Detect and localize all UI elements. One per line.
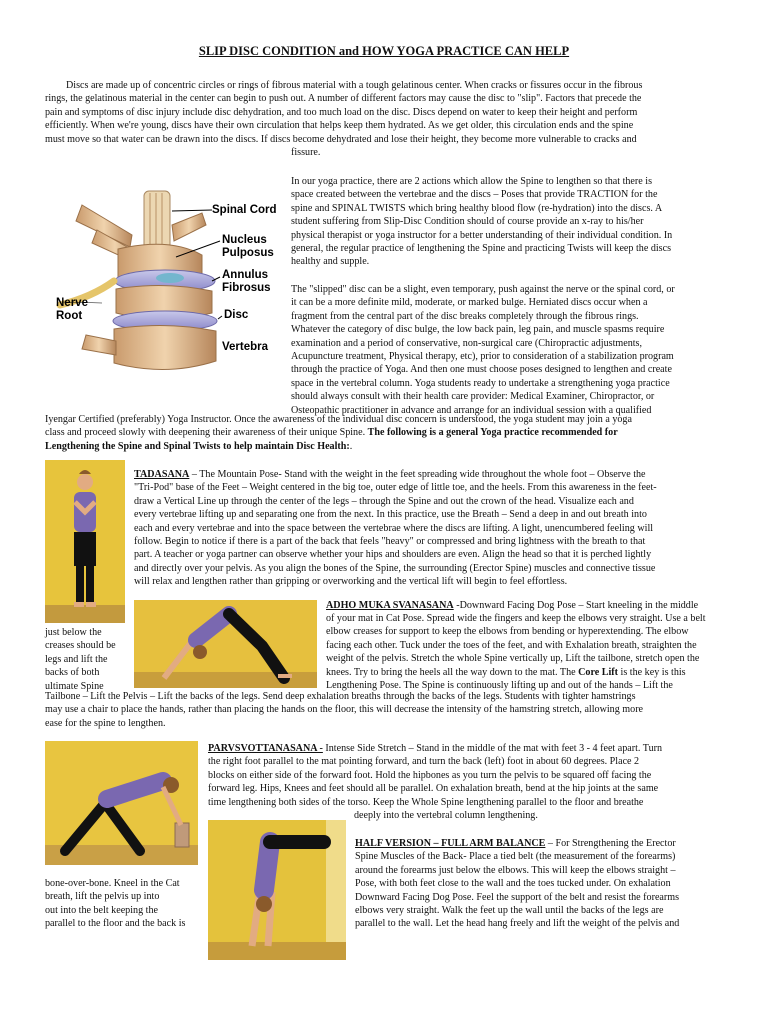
label-root: Root — [56, 310, 83, 322]
tadasana-line: part. A teacher or yoga partner can observe whether your hips and shoulders are even. Align the head so that it is perched lightly — [134, 549, 652, 561]
label-disc: Disc — [224, 309, 249, 321]
half-left-line: bone-over-bone. Kneel in the Cat — [45, 878, 180, 889]
tadasana-line: follow. Begin to notice if there is a part of the back that feels "heavy" or compressed and bring lightness with the breath to that — [134, 536, 646, 548]
adho-line: weight of the pelvis. Stretch the whole Spine vertically up, Lift the tailbone, stretch open the — [326, 653, 700, 665]
tadasana-line: draw a Vertical Line up through the center of the legs – through the Spine and out the crown of the head. Visualize each and — [134, 495, 634, 507]
adho-line — [326, 599, 715, 612]
adho-full-line: Tailbone – Lift the Pelvis – Lift the backs of the legs. Send deep exhalation breaths through the backs of the legs. Students with tighter hamstrings — [45, 691, 636, 702]
downward-dog-image — [134, 600, 317, 688]
half-heading: HALF VERSION – FULL ARM BALANCE — [355, 838, 546, 849]
tadasana-heading: TADASANA — [134, 469, 190, 480]
adho-full-line: ease for the spine to lengthen. — [45, 717, 166, 729]
slipped-line: should always consult with their health care provider: Medical Examiner, Chiropractor, or — [291, 391, 655, 403]
parsvo-paragraph — [208, 742, 715, 822]
slipped-text: . — [349, 440, 353, 452]
downward-dog-photo — [134, 600, 317, 688]
intro-line: fissure. — [291, 147, 321, 159]
half-line: Spine Muscles of the Back- Place a tied belt (the measurement of the forearms) — [355, 851, 676, 863]
label-spinal-cord: Spinal Cord — [212, 204, 277, 216]
label-nerve: Nerve — [56, 297, 88, 309]
half-line: around the forearms just below the elbows. This will keep the elbows straight – — [355, 864, 676, 876]
adho-left-line: ultimate Spine — [45, 680, 104, 692]
tadasana-paragraph — [134, 468, 714, 589]
label-nucleus: Nucleus — [222, 234, 267, 246]
adho-left-line: backs of both — [45, 667, 100, 679]
adho-line: elbow creases for support to keep the elbows from bending or hyperextending. The elbow — [326, 626, 689, 638]
tadasana-line — [134, 468, 714, 481]
adho-text: -Downward Facing Dog Pose – Start kneeling in the middle — [453, 600, 699, 611]
intense-side-stretch-image — [45, 741, 198, 865]
half-line: parallel to the wall. Let the head hang freely and lift the weight of the pelvis and — [355, 918, 680, 930]
slipped-line: examination and a period of conservative, non-surgical care (Chiropractic adjustments, — [291, 337, 643, 349]
adho-line — [326, 666, 715, 679]
parsvo-line: forward leg. Hips, Knees and feet should all be parallel. On exhalation breath, bend at the hip joints at the same — [208, 783, 659, 795]
slipped-full-line — [45, 426, 716, 439]
core-lift-term: Core Lift — [578, 666, 619, 678]
adho-left-line: just below the — [45, 627, 102, 638]
adho-paragraph-body — [326, 612, 715, 692]
tadasana-line: each and every vertebrae and into the space between the vertebrae where the discs are lifting. A light, unencumbered feeling will — [134, 522, 654, 534]
tadasana-line: every vertebrae lifting up and separating one from the next. In this practice, use the Breath – Send a deep in and out breath into — [134, 509, 647, 521]
half-line: Pose, with both feet close to the wall and the toes tucked under. On exhalation — [355, 878, 671, 890]
recommended-heading: The following is a general Yoga practice recommended for — [367, 427, 618, 439]
adho-text: knees. Try to bring the heels all the way down to the mat. The — [326, 666, 579, 678]
half-left-line: breath, lift the pelvis up into — [45, 891, 160, 903]
traction-line: general, the regular practice of lengthening the Spine and practicing Twists will keep the discs — [291, 243, 672, 255]
slipped-line: space in the vertebral column. Yoga students ready to undertake a strengthening yoga practice — [291, 377, 670, 389]
intro-line: Discs are made up of concentric circles or rings of fibrous material with a tough gelatinous center. When cracks or fissures occur in the fibrous — [66, 80, 643, 91]
parsvo-line: time lengthening both sides of the torso. Keep the Whole Spine lengthening parallel to the floor and breathe — [208, 796, 644, 808]
mountain-pose-image — [45, 460, 125, 623]
intro-line: efficiently. When we're young, discs have their own circulation that helps keep them hydrated. As we get older, this circulation ends and the spine — [45, 120, 634, 132]
side-stretch-photo — [45, 741, 198, 865]
label-vertebra: Vertebra — [222, 341, 269, 353]
adho-full-line: may use a chair to place the hands, rather than placing the hands on the floor, this will decrease the intensity of the hamstring stretch, allowing more — [45, 704, 644, 716]
half-line: Downward Facing Dog Pose. Feel the support of the belt and resist the forearms — [355, 891, 680, 903]
adho-line: Lengthening Pose. The Spine is continuously lifting up and out of the hands – Lift the — [326, 680, 673, 692]
slipped-line: Acupuncture treatment, Physical therapy, etc), prior to consideration of a stabilization program — [291, 351, 674, 363]
slipped-line: Osteopathic practitioner in advance and arrange for an individual session with a qualified — [291, 404, 652, 416]
adho-paragraph-left — [45, 626, 133, 693]
tadasana-line: and directly over your pelvis. As you align the bones of the Spine, the surrounding (Erector Spine) muscles and connective tissue — [134, 562, 656, 574]
traction-paragraph — [291, 175, 716, 269]
label-annulus: Annulus — [222, 269, 268, 281]
tadasana-text: – The Mountain Pose- Stand with the weight in the feet spreading wide throughout the whole foot – Observe the — [189, 469, 646, 480]
slipped-line: Whatever the category of disc bulge, the low back pain, leg pain, and muscle spasms require — [291, 324, 665, 336]
parsvo-line: deeply into the vertebral column lengthening. — [354, 810, 538, 822]
traction-line: healthy and supple. — [291, 256, 370, 268]
intro-paragraph — [45, 79, 707, 159]
half-left-line: out into the belt keeping the — [45, 904, 158, 916]
intro-line: pain and symptoms of disc injury include disc dehydration, and too much load on the disc. Discs depend on water to keep their height and perform — [45, 106, 638, 118]
parsvo-text: Intense Side Stretch – Stand in the middle of the mat with feet 3 - 4 feet apart. Turn — [322, 743, 663, 754]
half-left-line: parallel to the floor and the back is — [45, 918, 186, 930]
adho-left-line: legs and lift the — [45, 653, 108, 665]
label-pulposus: Pulposus — [222, 247, 274, 259]
parsvo-line: the right foot parallel to the mat pointing forward, and turn the back (left) foot in about 60 degrees. Place 2 — [208, 756, 640, 768]
half-paragraph — [355, 837, 715, 931]
slipped-full-line — [45, 440, 716, 453]
traction-line: spine and SPINAL TWISTS which bring healthy blood flow (re-hydration) into the discs. A — [291, 202, 663, 214]
adho-paragraph-full — [45, 690, 716, 730]
label-fibrosus: Fibrosus — [222, 282, 271, 294]
half-paragraph-left — [45, 877, 205, 931]
tadasana-line: will relax and lengthen rather than gripping or overworking and the vertical lift will begin to feel effortless. — [134, 576, 568, 588]
adho-left-line: creases should be — [45, 640, 116, 652]
slipped-line: through the practice of Yoga. And then one must choose poses designed to lengthen and create — [291, 364, 672, 376]
half-text: – For Strengthening the Erector — [545, 838, 676, 849]
slipped-text: class and proceed slowly with deepening their awareness of their unique Spine. — [45, 427, 368, 439]
slipped-line: it can be a more definite mild, moderate, or marked bulge. Herniated discs occur when a — [291, 297, 648, 309]
parsvo-line — [208, 742, 715, 755]
tadasana-photo — [45, 460, 125, 623]
traction-line: space created between the vertebrae and the discs – Poses that provide TRACTION for the — [291, 189, 658, 201]
slipped-paragraph — [291, 283, 716, 417]
adho-heading: ADHO MUKA SVANASANA — [326, 600, 454, 611]
intro-line: must move so that water can be drawn into the discs. If discs become dehydrated and lose their height, they become more vulnerable to cracks and — [45, 133, 637, 145]
slipped-line: The "slipped" disc can be a slight, even temporary, push against the nerve or the spinal cord, or — [291, 284, 675, 295]
slipped-line: fragment from the central part of the disc breaks completely through the fibrous rings. — [291, 310, 639, 322]
half-line: elbows very straight. Walk the feet up the wall until the backs of the legs are — [355, 905, 664, 917]
tadasana-line: "Tri-Pod" base of the Feet – Weight centered in the big toe, outer edge of little toe, and the heels. From this awareness in the feet- — [134, 482, 657, 494]
arm-balance-photo — [208, 820, 346, 960]
half-arm-balance-image — [208, 820, 346, 960]
traction-line: In our yoga practice, there are 2 actions which allow the Spine to lengthen so that there is — [291, 176, 653, 187]
adho-line: facing each other. Tuck under the toes of the feet, and with Exhalation breath, straighten the — [326, 639, 697, 651]
traction-line: physical therapist or yoga instructor for a better understanding of their individual condition. In — [291, 229, 673, 241]
slipped-continuation — [45, 413, 716, 453]
intro-line: rings, the gelatinous material in the center can begin to push out. A number of different factors may cause the disc to "slip". Factors that precede the — [45, 93, 642, 105]
adho-paragraph-right — [326, 599, 715, 612]
parsvo-line: blocks on either side of the forward foot. Hold the hipbones as you turn the pelvis to be squared off facing the — [208, 769, 652, 781]
slipped-full-line: Iyengar Certified (preferably) Yoga Instructor. Once the awareness of the individual disc concern is understood, the yoga student may join a yoga — [45, 414, 632, 425]
page-title: SLIP DISC CONDITION and HOW YOGA PRACTICE CAN HELP — [198, 44, 570, 58]
traction-line: student suffering from Slip-Disc Condition should of course provide an x-ray to his/her — [291, 216, 644, 228]
half-line — [355, 837, 715, 850]
adho-line: of your mat in Cat Pose. Spread wide the fingers and keep the elbows very straight. Use a belt — [326, 613, 706, 624]
spine-diagram — [52, 185, 288, 393]
adho-text: is the key is this — [618, 666, 686, 678]
recommended-heading: Lengthening the Spine and Spinal Twists to help maintain Disc Health: — [45, 440, 350, 452]
parsvo-heading: PARVSVOTTANASANA - — [208, 743, 323, 754]
